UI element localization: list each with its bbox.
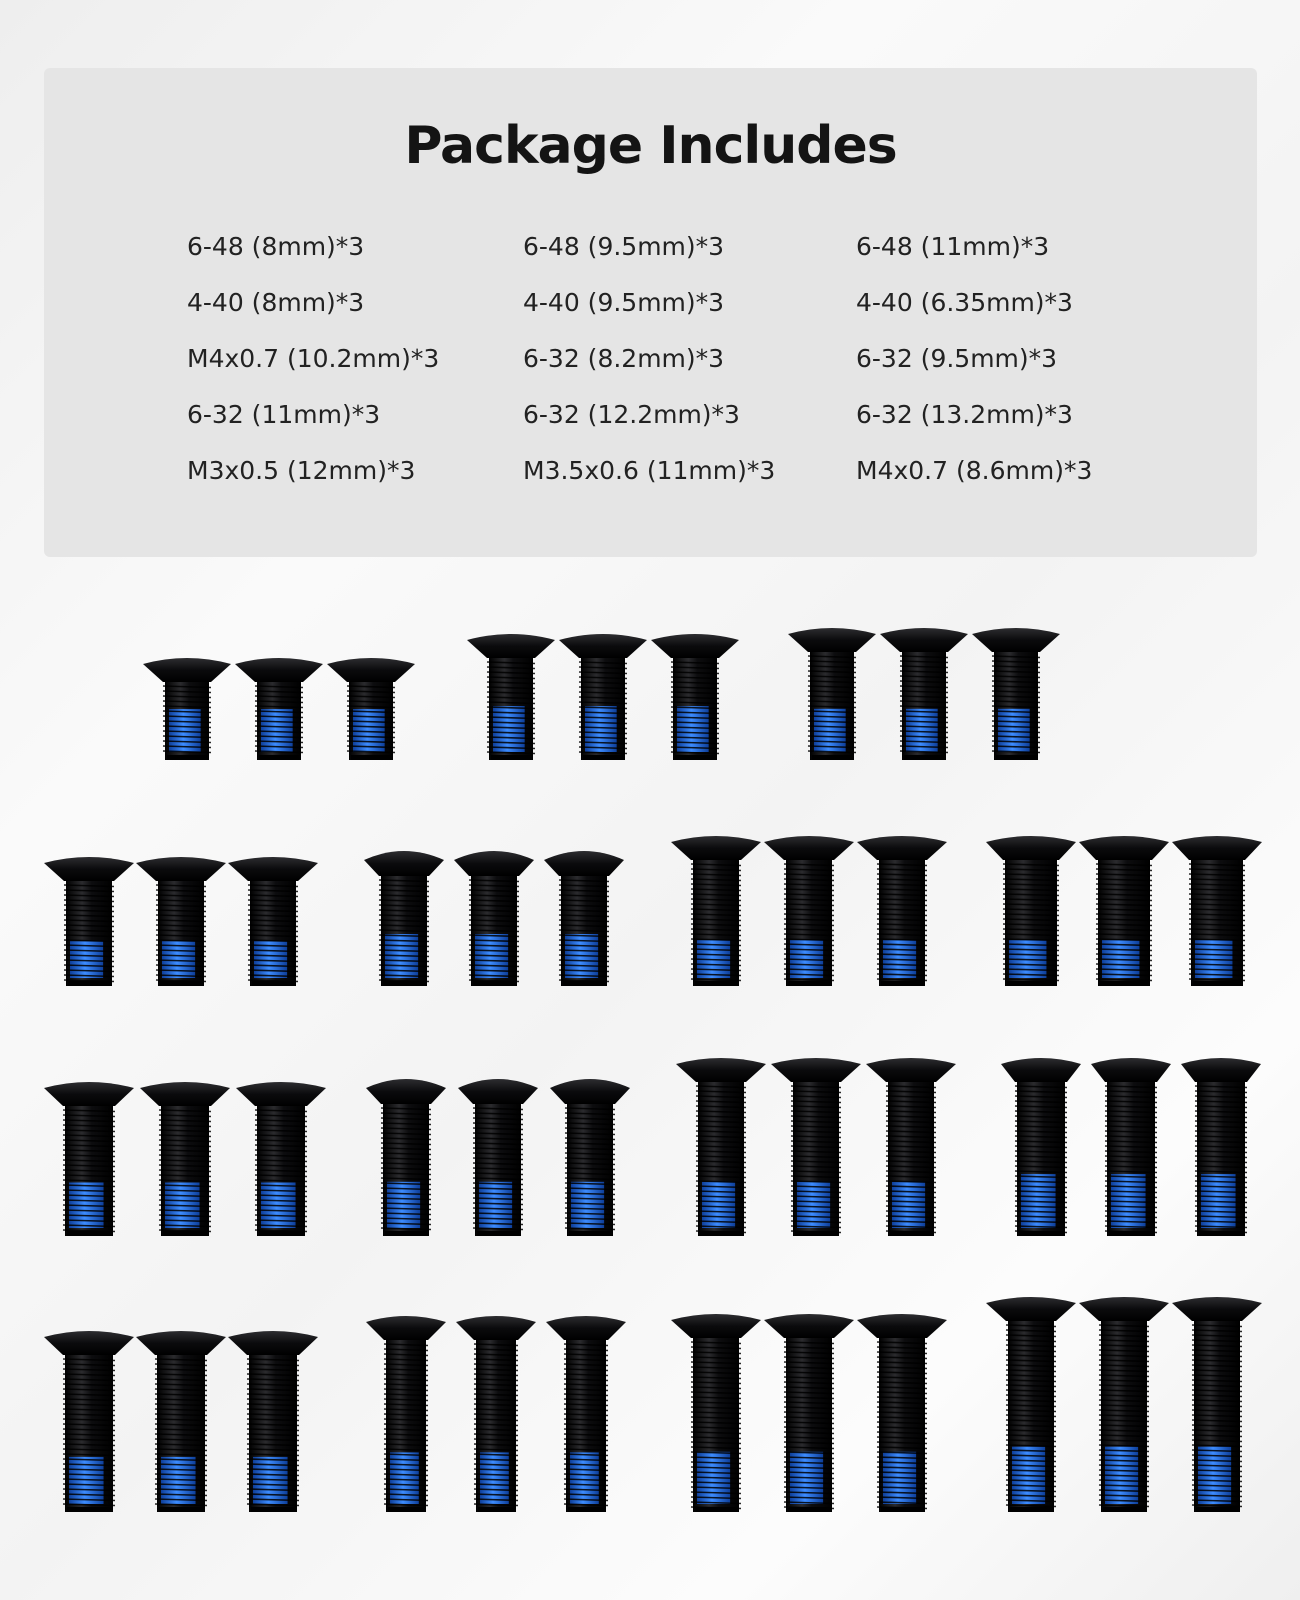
screw-head bbox=[456, 1316, 536, 1340]
screw-group bbox=[986, 1297, 1262, 1512]
screw-group bbox=[366, 1079, 630, 1236]
screw-head bbox=[44, 1082, 134, 1106]
spec-item: 6-32 (9.5mm)*3 bbox=[856, 344, 1058, 373]
screw-group bbox=[676, 1058, 956, 1236]
spec-item: M3x0.5 (12mm)*3 bbox=[187, 456, 416, 485]
screw-head bbox=[454, 851, 534, 876]
screw-group bbox=[1001, 1058, 1261, 1236]
screw-group bbox=[671, 1314, 947, 1512]
screw-icon bbox=[44, 1082, 134, 1236]
screw-icon bbox=[986, 1297, 1076, 1512]
screw-head bbox=[676, 1058, 766, 1082]
screw-icon bbox=[228, 1331, 318, 1512]
screw-icon bbox=[44, 857, 134, 986]
screw-icon bbox=[880, 628, 968, 760]
screw-icon bbox=[764, 836, 854, 986]
screw-icon bbox=[458, 1079, 538, 1236]
screw-head bbox=[1079, 836, 1169, 860]
threadlocker-patch bbox=[814, 709, 846, 752]
screw-head bbox=[866, 1058, 956, 1082]
spec-item: 6-48 (9.5mm)*3 bbox=[523, 232, 725, 261]
screw-head bbox=[857, 1314, 947, 1338]
screw-head bbox=[236, 1082, 326, 1106]
screw-icon bbox=[236, 1082, 326, 1236]
screw-icon bbox=[857, 836, 947, 986]
screw-icon bbox=[651, 634, 739, 760]
screw-icon bbox=[764, 1314, 854, 1512]
screw-head bbox=[1091, 1058, 1171, 1082]
screw-head bbox=[986, 1297, 1076, 1321]
screw-head bbox=[771, 1058, 861, 1082]
threadlocker-patch bbox=[998, 709, 1030, 752]
screw-group bbox=[467, 634, 739, 760]
screw-icon bbox=[559, 634, 647, 760]
screw-icon bbox=[986, 836, 1076, 986]
screw-group bbox=[364, 851, 624, 986]
screw-head bbox=[228, 857, 318, 881]
screw-head bbox=[764, 1314, 854, 1338]
screw-group bbox=[44, 1331, 318, 1512]
spec-item: 6-32 (13.2mm)*3 bbox=[856, 400, 1073, 429]
screw-icon bbox=[136, 857, 226, 986]
screw-icon bbox=[671, 836, 761, 986]
screw-icon bbox=[866, 1058, 956, 1236]
screw-head bbox=[1001, 1058, 1081, 1082]
screw-head bbox=[366, 1079, 446, 1104]
screw-head bbox=[986, 836, 1076, 860]
spec-item: 6-48 (11mm)*3 bbox=[856, 232, 1050, 261]
screw-head bbox=[1172, 1297, 1262, 1321]
screw-icon bbox=[771, 1058, 861, 1236]
threadlocker-patch bbox=[906, 709, 938, 752]
screw-icon bbox=[366, 1079, 446, 1236]
screw-group bbox=[986, 836, 1262, 986]
spec-item: 4-40 (8mm)*3 bbox=[187, 288, 365, 317]
screw-head bbox=[327, 658, 415, 682]
spec-item: 4-40 (6.35mm)*3 bbox=[856, 288, 1073, 317]
screw-head bbox=[544, 851, 624, 876]
screw-icon bbox=[136, 1331, 226, 1512]
screw-icon bbox=[140, 1082, 230, 1236]
screw-group bbox=[366, 1316, 626, 1512]
screw-head bbox=[1172, 836, 1262, 860]
screw-group bbox=[671, 836, 947, 986]
screw-icon bbox=[1181, 1058, 1261, 1236]
screw-icon bbox=[546, 1316, 626, 1512]
screw-icon bbox=[467, 634, 555, 760]
page-title: Package Includes bbox=[404, 116, 897, 176]
screw-icon bbox=[456, 1316, 536, 1512]
screw-icon bbox=[1079, 836, 1169, 986]
screw-icon bbox=[235, 658, 323, 760]
screw-head bbox=[880, 628, 968, 652]
screw-head bbox=[467, 634, 555, 658]
screw-icon bbox=[1091, 1058, 1171, 1236]
screw-icon bbox=[364, 851, 444, 986]
screw-group bbox=[44, 1082, 326, 1236]
screw-head bbox=[364, 851, 444, 876]
spec-item: 4-40 (9.5mm)*3 bbox=[523, 288, 725, 317]
screw-icon bbox=[1001, 1058, 1081, 1236]
screw-head bbox=[136, 857, 226, 881]
screw-head bbox=[366, 1316, 446, 1340]
screw-icon bbox=[327, 658, 415, 760]
screw-head bbox=[550, 1079, 630, 1104]
screw-head bbox=[458, 1079, 538, 1104]
screw-icon bbox=[366, 1316, 446, 1512]
spec-item: M4x0.7 (8.6mm)*3 bbox=[856, 456, 1093, 485]
screw-head bbox=[764, 836, 854, 860]
screw-icon bbox=[44, 1331, 134, 1512]
spec-item: M3.5x0.6 (11mm)*3 bbox=[523, 456, 776, 485]
screw-icon bbox=[671, 1314, 761, 1512]
screw-group bbox=[44, 857, 318, 986]
screw-icon bbox=[857, 1314, 947, 1512]
screw-head bbox=[857, 836, 947, 860]
spec-item: 6-48 (8mm)*3 bbox=[187, 232, 365, 261]
screw-head bbox=[671, 836, 761, 860]
screw-head bbox=[972, 628, 1060, 652]
screw-head bbox=[44, 857, 134, 881]
screw-head bbox=[546, 1316, 626, 1340]
spec-item: 6-32 (11mm)*3 bbox=[187, 400, 381, 429]
screw-icon bbox=[550, 1079, 630, 1236]
spec-item: M4x0.7 (10.2mm)*3 bbox=[187, 344, 440, 373]
spec-item: 6-32 (12.2mm)*3 bbox=[523, 400, 740, 429]
screw-icon bbox=[544, 851, 624, 986]
screw-group bbox=[788, 628, 1060, 760]
screw-head bbox=[235, 658, 323, 682]
screw-head bbox=[1181, 1058, 1261, 1082]
screw-icon bbox=[676, 1058, 766, 1236]
screw-icon bbox=[972, 628, 1060, 760]
screw-head bbox=[44, 1331, 134, 1355]
screw-head bbox=[651, 634, 739, 658]
screw-head bbox=[1079, 1297, 1169, 1321]
screw-icon bbox=[1079, 1297, 1169, 1512]
screw-icon bbox=[143, 658, 231, 760]
screw-icon bbox=[1172, 836, 1262, 986]
screw-icon bbox=[1172, 1297, 1262, 1512]
screw-head bbox=[143, 658, 231, 682]
screw-head bbox=[136, 1331, 226, 1355]
screw-head bbox=[140, 1082, 230, 1106]
screw-icon bbox=[454, 851, 534, 986]
screw-head bbox=[559, 634, 647, 658]
screw-group bbox=[143, 658, 415, 760]
spec-item: 6-32 (8.2mm)*3 bbox=[523, 344, 725, 373]
screw-icon bbox=[788, 628, 876, 760]
screw-head bbox=[671, 1314, 761, 1338]
screw-head bbox=[228, 1331, 318, 1355]
screw-head bbox=[788, 628, 876, 652]
screw-icon bbox=[228, 857, 318, 986]
